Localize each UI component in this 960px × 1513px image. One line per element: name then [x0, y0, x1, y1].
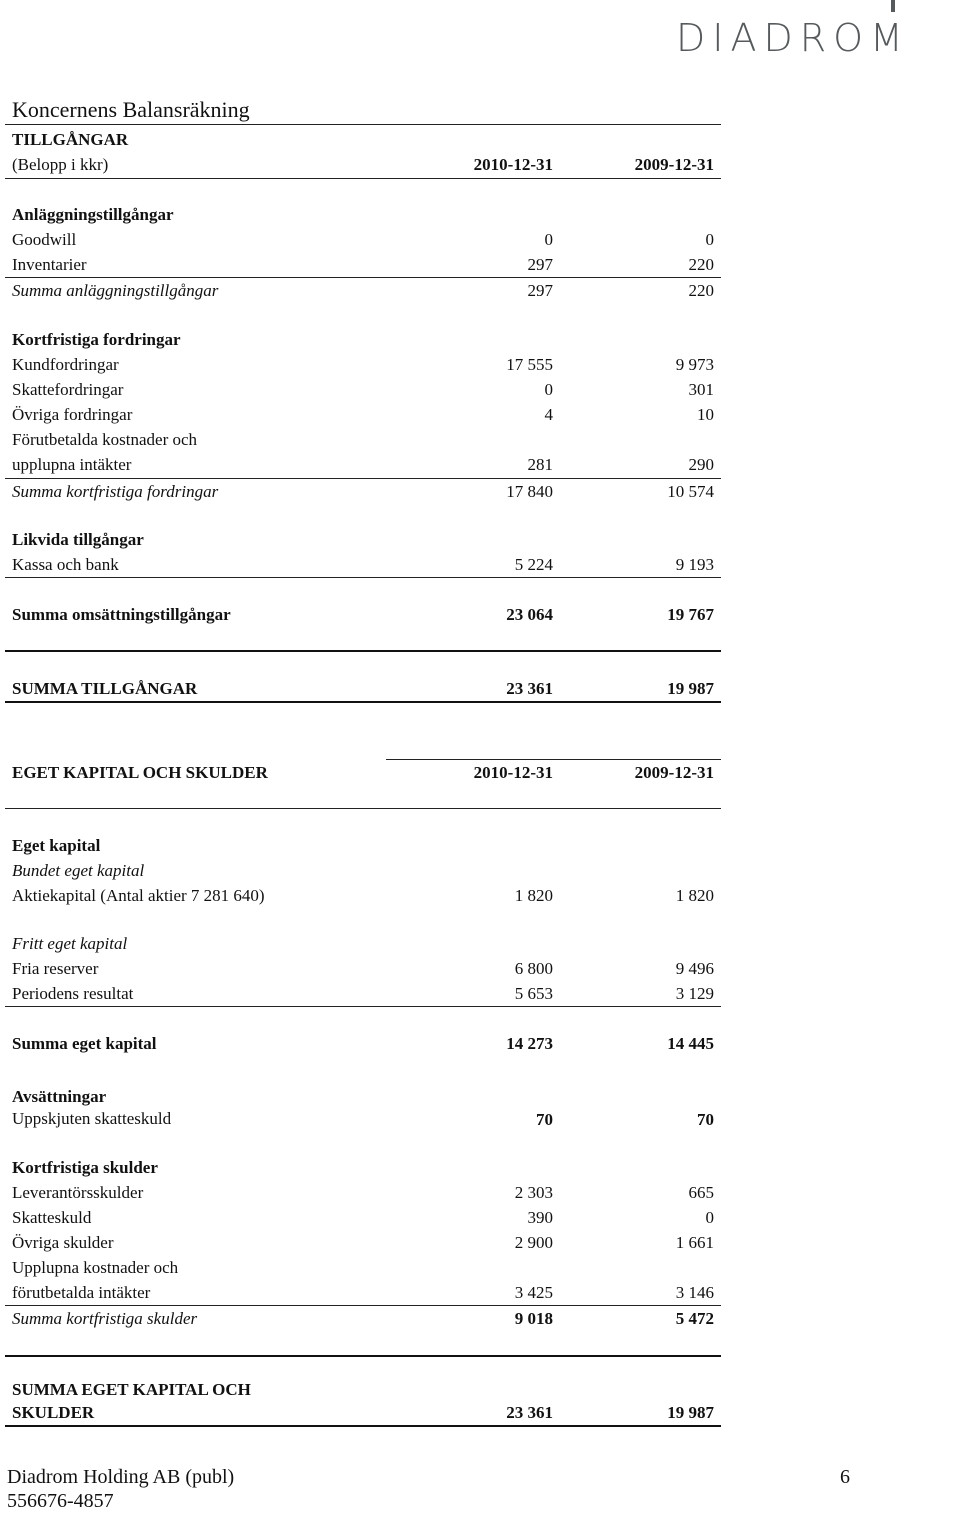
table-row: Upplupna kostnader och [12, 1258, 179, 1277]
table-row: Inventarier 297 220 [12, 255, 714, 274]
divider [5, 808, 721, 809]
divider [5, 1355, 721, 1357]
table-row: Aktiekapital (Antal aktier 7 281 640) 1 820 1 820 [12, 886, 714, 905]
section-heading: Avsättningar [12, 1087, 107, 1106]
divider [386, 759, 721, 760]
table-row: Leverantörsskulder 2 303 665 [12, 1183, 714, 1202]
section-heading: Kortfristiga fordringar [12, 330, 181, 349]
subtotal-row: Summa kortfristiga fordringar 17 840 10 574 [12, 482, 714, 501]
subtotal-row: Summa anläggningstillgångar 297 220 [12, 281, 714, 300]
table-row: Förutbetalda kostnader och [12, 430, 198, 449]
total-row-label: SUMMA EGET KAPITAL OCH [12, 1380, 251, 1399]
divider [5, 124, 721, 125]
divider [5, 701, 721, 703]
section-heading: Anläggningstillgångar [12, 205, 174, 224]
subtotal-row: Summa omsättningstillgångar 23 064 19 767 [12, 605, 714, 624]
divider [5, 1006, 721, 1007]
footer-company: Diadrom Holding AB (publ) [7, 1466, 235, 1488]
section-heading: Likvida tillgångar [12, 530, 144, 549]
divider [5, 577, 721, 578]
table-row: Goodwill 0 0 [12, 230, 714, 249]
table-row: Periodens resultat 5 653 3 129 [12, 984, 714, 1003]
table-row: Kundfordringar 17 555 9 973 [12, 355, 714, 374]
table-row: Skatteskuld 390 0 [12, 1208, 714, 1227]
table-row: Övriga fordringar 4 10 [12, 405, 714, 424]
table-row: Övriga skulder 2 900 1 661 [12, 1233, 714, 1252]
divider [5, 1305, 721, 1306]
table-row: Fria reserver 6 800 9 496 [12, 959, 714, 978]
amount-note: (Belopp i kkr) [12, 155, 109, 174]
table-row: upplupna intäkter 281 290 [12, 455, 714, 474]
subtotal-row: Summa eget kapital 14 273 14 445 [12, 1034, 714, 1053]
section-heading: Eget kapital [12, 836, 101, 855]
section-heading: Kortfristiga skulder [12, 1158, 158, 1177]
total-row: SKULDER 23 361 19 987 [12, 1403, 714, 1422]
divider [5, 650, 721, 652]
column-2010: 2010-12-31 [473, 155, 553, 174]
equity-column-header: EGET KAPITAL OCH SKULDER 2010-12-31 2009-12-31 [12, 763, 714, 782]
divider [5, 1425, 721, 1427]
page-number: 6 [840, 1466, 850, 1488]
logo-accent-mark [891, 0, 895, 12]
table-row: förutbetalda intäkter 3 425 3 146 [12, 1283, 714, 1302]
divider [5, 277, 721, 278]
subtotal-row: Summa kortfristiga skulder 9 018 5 472 [12, 1309, 714, 1328]
table-row: Skattefordringar 0 301 [12, 380, 714, 399]
table-row: Kassa och bank 5 224 9 193 [12, 555, 714, 574]
total-row: SUMMA TILLGÅNGAR 23 361 19 987 [12, 679, 714, 698]
footer-org-number: 556676-4857 [7, 1490, 114, 1512]
assets-heading: TILLGÅNGAR [12, 130, 129, 149]
logo-text: DIADROM [676, 16, 910, 60]
diadrom-logo [676, 0, 958, 62]
sub-heading: Bundet eget kapital [12, 861, 145, 880]
divider [5, 178, 721, 179]
page-title: Koncernens Balansräkning [12, 97, 250, 122]
table-row: Uppskjuten skatteskuld 70 70 [12, 1109, 714, 1129]
column-header-row [12, 155, 714, 177]
divider [5, 478, 721, 479]
column-2009: 2009-12-31 [634, 155, 714, 174]
sub-heading: Fritt eget kapital [12, 934, 128, 953]
